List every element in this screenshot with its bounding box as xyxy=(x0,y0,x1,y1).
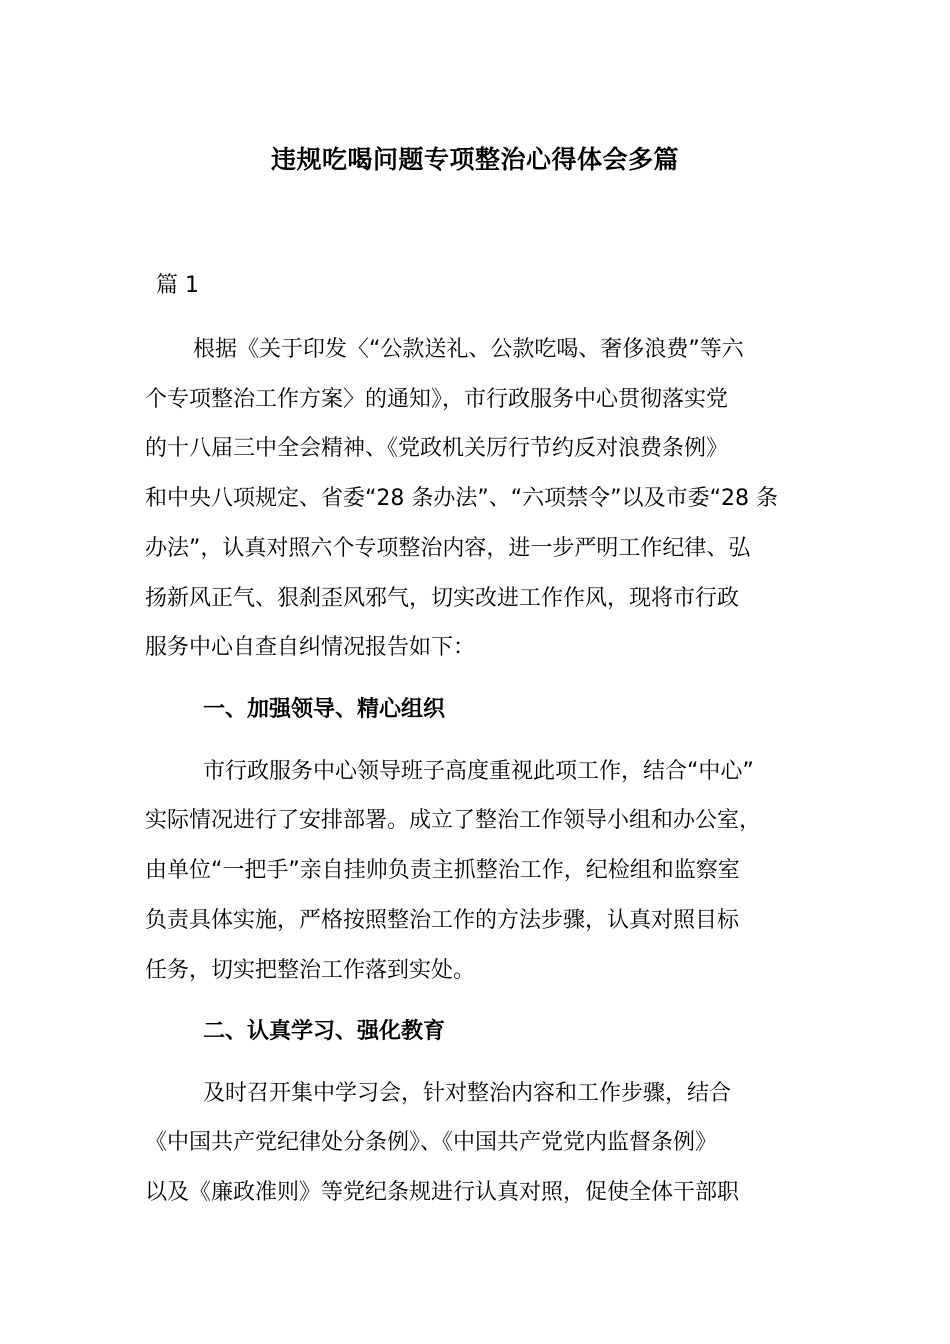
paragraph-line: 服务中心自查自纠情况报告如下： xyxy=(145,635,476,660)
paragraph-line: 个专项整治工作方案〉的通知》，市行政服务中心贯彻落实党 xyxy=(145,387,729,412)
paragraph-line: 由单位“一把手”亲自挂帅负责主抓整治工作，纪检组和监察室 xyxy=(145,858,740,883)
paragraph-line: 根据《关于印发〈“公款送礼、公款吃喝、奢侈浪费”等六 xyxy=(193,337,744,362)
paragraph-line: 的十八届三中全会精神、《党政机关厉行节约反对浪费条例》 xyxy=(145,436,729,461)
section-heading: 二、认真学习、强化教育 xyxy=(203,1019,446,1044)
paragraph-line: 实际情况进行了安排部署。成立了整治工作领导小组和办公室， xyxy=(145,808,762,833)
paragraph-line: 负责具体实施，严格按照整治工作的方法步骤，认真对照目标 xyxy=(145,908,740,933)
paragraph-line: 以及《廉政准则》等党纪条规进行认真对照，促使全体干部职 xyxy=(145,1180,740,1205)
document-title: 违规吃喝问题专项整治心得体会多篇 xyxy=(270,145,679,174)
paragraph-line: 任务，切实把整治工作落到实处。 xyxy=(145,958,476,983)
paragraph-line: 和中央八项规定、省委“28 条办法”、“六项禁令”以及市委“28 条 xyxy=(145,486,778,511)
paragraph-line: 《中国共产党纪律处分条例》、《中国共产党党内监督条例》 xyxy=(145,1130,718,1155)
paragraph-line: 扬新风正气、狠刹歪风邪气，切实改进工作作风，现将市行政 xyxy=(145,586,740,611)
paragraph-line: 及时召开集中学习会，针对整治内容和工作步骤，结合 xyxy=(203,1081,732,1106)
paragraph-line: 办法”，认真对照六个专项整治内容，进一步严明工作纪律、弘 xyxy=(145,536,751,561)
paragraph-line: 市行政服务中心领导班子高度重视此项工作，结合“中心” xyxy=(203,759,754,784)
section-heading: 一、加强领导、精心组织 xyxy=(203,697,446,722)
section-label: 篇 1 xyxy=(156,273,199,298)
